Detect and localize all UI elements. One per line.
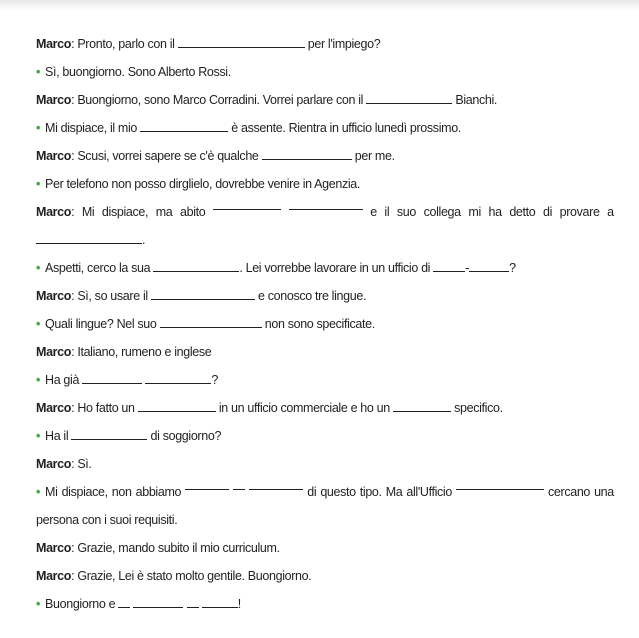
line-text: di soggiorno? xyxy=(147,429,222,443)
speaker-name: Marco xyxy=(36,569,72,583)
fill-in-blank[interactable] xyxy=(187,596,199,608)
line-word: una xyxy=(594,485,614,499)
line-text: per l'impiego? xyxy=(304,37,381,51)
line-word: non xyxy=(111,485,132,499)
line-word: detto xyxy=(509,205,536,219)
line-word: : xyxy=(71,205,75,219)
speaker-name: Marco xyxy=(36,345,72,359)
speaker-name: Marco xyxy=(36,401,72,415)
line-word: questo xyxy=(320,485,356,499)
fill-in-blank[interactable] xyxy=(145,372,211,384)
fill-in-blank[interactable] xyxy=(202,596,238,608)
line-word: all'Ufficio xyxy=(406,485,452,499)
line-text: Bianchi. xyxy=(452,93,498,107)
line-text: in un ufficio commerciale e ho un xyxy=(215,401,393,415)
line-text: : Sì, so usare il xyxy=(71,289,151,303)
line-text: Quali lingue? Nel suo xyxy=(45,317,160,331)
fill-in-blank[interactable] xyxy=(151,288,255,300)
fill-in-blank[interactable] xyxy=(140,120,228,132)
dialogue-line xyxy=(36,450,614,478)
fill-in-blank[interactable] xyxy=(433,260,465,272)
fill-in-blank[interactable] xyxy=(393,400,451,412)
fill-in-blank[interactable] xyxy=(71,428,147,440)
dialogue-line xyxy=(36,590,614,618)
speaker-name: Marco xyxy=(36,457,72,471)
line-word: il xyxy=(384,205,390,219)
line-word: a xyxy=(607,205,614,219)
dialogue-line xyxy=(36,142,614,170)
fill-in-blank[interactable] xyxy=(249,478,303,490)
line-word: provare xyxy=(559,205,600,219)
line-word: e xyxy=(370,205,377,219)
line-word: ma xyxy=(155,205,173,219)
speaker-name: Marco xyxy=(36,541,72,555)
bullet-icon: • xyxy=(36,261,41,275)
line-text: ? xyxy=(509,261,516,275)
line-word: suo xyxy=(396,205,416,219)
line-text: per me. xyxy=(351,149,395,163)
dialogue-line xyxy=(36,366,614,394)
bullet-icon: • xyxy=(36,317,41,331)
dialogue-line xyxy=(36,422,614,450)
line-text: Ha già xyxy=(45,373,83,387)
line-word: dispiace, xyxy=(61,485,108,499)
line-text: ! xyxy=(237,597,241,611)
bullet-icon: • xyxy=(36,429,41,443)
speaker-name: Marco xyxy=(36,205,72,219)
speaker-name: Marco xyxy=(36,289,72,303)
speaker-name: Marco xyxy=(36,149,72,163)
dialogue-line xyxy=(36,58,614,86)
speaker-name: Marco xyxy=(36,37,72,51)
dialogue-line xyxy=(36,478,614,506)
line-text: : Italiano, rumeno e inglese xyxy=(71,345,212,359)
line-text: : Buongiorno, sono Marco Corradini. Vorrei parlare con il xyxy=(71,93,367,107)
line-text: Sì, buongiorno. Sono Alberto Rossi. xyxy=(45,65,231,79)
line-word: cercano xyxy=(548,485,591,499)
line-text: e conosco tre lingue. xyxy=(254,289,367,303)
bullet-icon: • xyxy=(36,121,41,135)
line-text: Aspetti, cerco la sua xyxy=(45,261,154,275)
line-text: : Grazie, mando subito il mio curriculum. xyxy=(71,541,280,555)
line-word: di xyxy=(307,485,317,499)
dialogue-line xyxy=(36,534,614,562)
line-text: : Scusi, vorrei sapere se c'è qualche xyxy=(71,149,262,163)
line-text: : Grazie, Lei è stato molto gentile. Buongiorno. xyxy=(71,569,312,583)
fill-in-blank[interactable] xyxy=(366,92,452,104)
dialogue-line xyxy=(36,282,614,310)
dialogue-line xyxy=(36,226,614,254)
fill-in-blank[interactable] xyxy=(262,148,352,160)
speaker-name: Marco xyxy=(36,93,72,107)
bullet-icon: • xyxy=(36,65,41,79)
fill-in-blank[interactable] xyxy=(456,478,544,490)
line-text: . Lei vorrebbe lavorare in un ufficio di xyxy=(239,261,434,275)
fill-in-blank[interactable] xyxy=(185,478,229,490)
dialogue-line xyxy=(36,86,614,114)
dialogue-line xyxy=(36,310,614,338)
fill-in-blank[interactable] xyxy=(138,400,216,412)
fill-in-blank[interactable] xyxy=(82,372,142,384)
fill-in-blank[interactable] xyxy=(133,596,183,608)
line-text: Per telefono non posso dirglielo, dovrebbe venire in Agenzia. xyxy=(45,177,361,191)
line-text: : Sì. xyxy=(71,457,92,471)
line-word: Ma xyxy=(385,485,403,499)
line-word: abbiamo xyxy=(135,485,182,499)
fill-in-blank[interactable] xyxy=(36,232,142,244)
line-word: dispiace, xyxy=(101,205,149,219)
fill-in-blank[interactable] xyxy=(469,260,509,272)
fill-in-blank[interactable] xyxy=(289,198,363,210)
fill-in-blank[interactable] xyxy=(118,596,130,608)
line-text: Ha il xyxy=(45,429,72,443)
fill-in-blank[interactable] xyxy=(233,478,245,490)
dialogue-line xyxy=(36,30,614,58)
fill-in-blank[interactable] xyxy=(153,260,239,272)
dialogue-line xyxy=(36,170,614,198)
line-word: mi xyxy=(468,205,481,219)
line-text: Mi dispiace, il mio xyxy=(45,121,141,135)
line-text: persona con i suoi requisiti. xyxy=(36,513,178,527)
dialogue-line xyxy=(36,562,614,590)
bullet-icon: • xyxy=(36,177,41,191)
dialogue-line xyxy=(36,338,614,366)
line-text: è assente. Rientra in ufficio lunedì prossimo. xyxy=(228,121,461,135)
dialogue-line xyxy=(36,254,614,282)
line-text: Buongiorno e xyxy=(45,597,119,611)
line-text: specifico. xyxy=(450,401,503,415)
line-word: abito xyxy=(180,205,206,219)
bullet-icon: • xyxy=(36,485,41,499)
line-text: non sono specificate. xyxy=(261,317,375,331)
top-shadow xyxy=(0,0,639,10)
line-word: collega xyxy=(423,205,461,219)
bullet-icon: • xyxy=(36,373,41,387)
fill-in-blank[interactable] xyxy=(178,36,305,48)
dialogue-line xyxy=(36,114,614,142)
dialogue-line xyxy=(36,506,614,534)
line-word: di xyxy=(542,205,553,219)
dialogue-line xyxy=(36,198,614,226)
line-text: ? xyxy=(211,373,218,387)
line-text: : Ho fatto un xyxy=(71,401,138,415)
dialogue-line xyxy=(36,394,614,422)
line-word: tipo. xyxy=(359,485,382,499)
line-text: : Pronto, parlo con il xyxy=(71,37,178,51)
line-text: . xyxy=(142,233,146,247)
dialogue xyxy=(36,30,614,618)
line-word: Mi xyxy=(81,205,95,219)
fill-in-blank[interactable] xyxy=(160,316,262,328)
line-word: ha xyxy=(488,205,502,219)
line-text: - xyxy=(465,261,470,275)
fill-in-blank[interactable] xyxy=(213,198,281,210)
bullet-icon: • xyxy=(36,597,41,611)
line-word: Mi xyxy=(45,485,58,499)
